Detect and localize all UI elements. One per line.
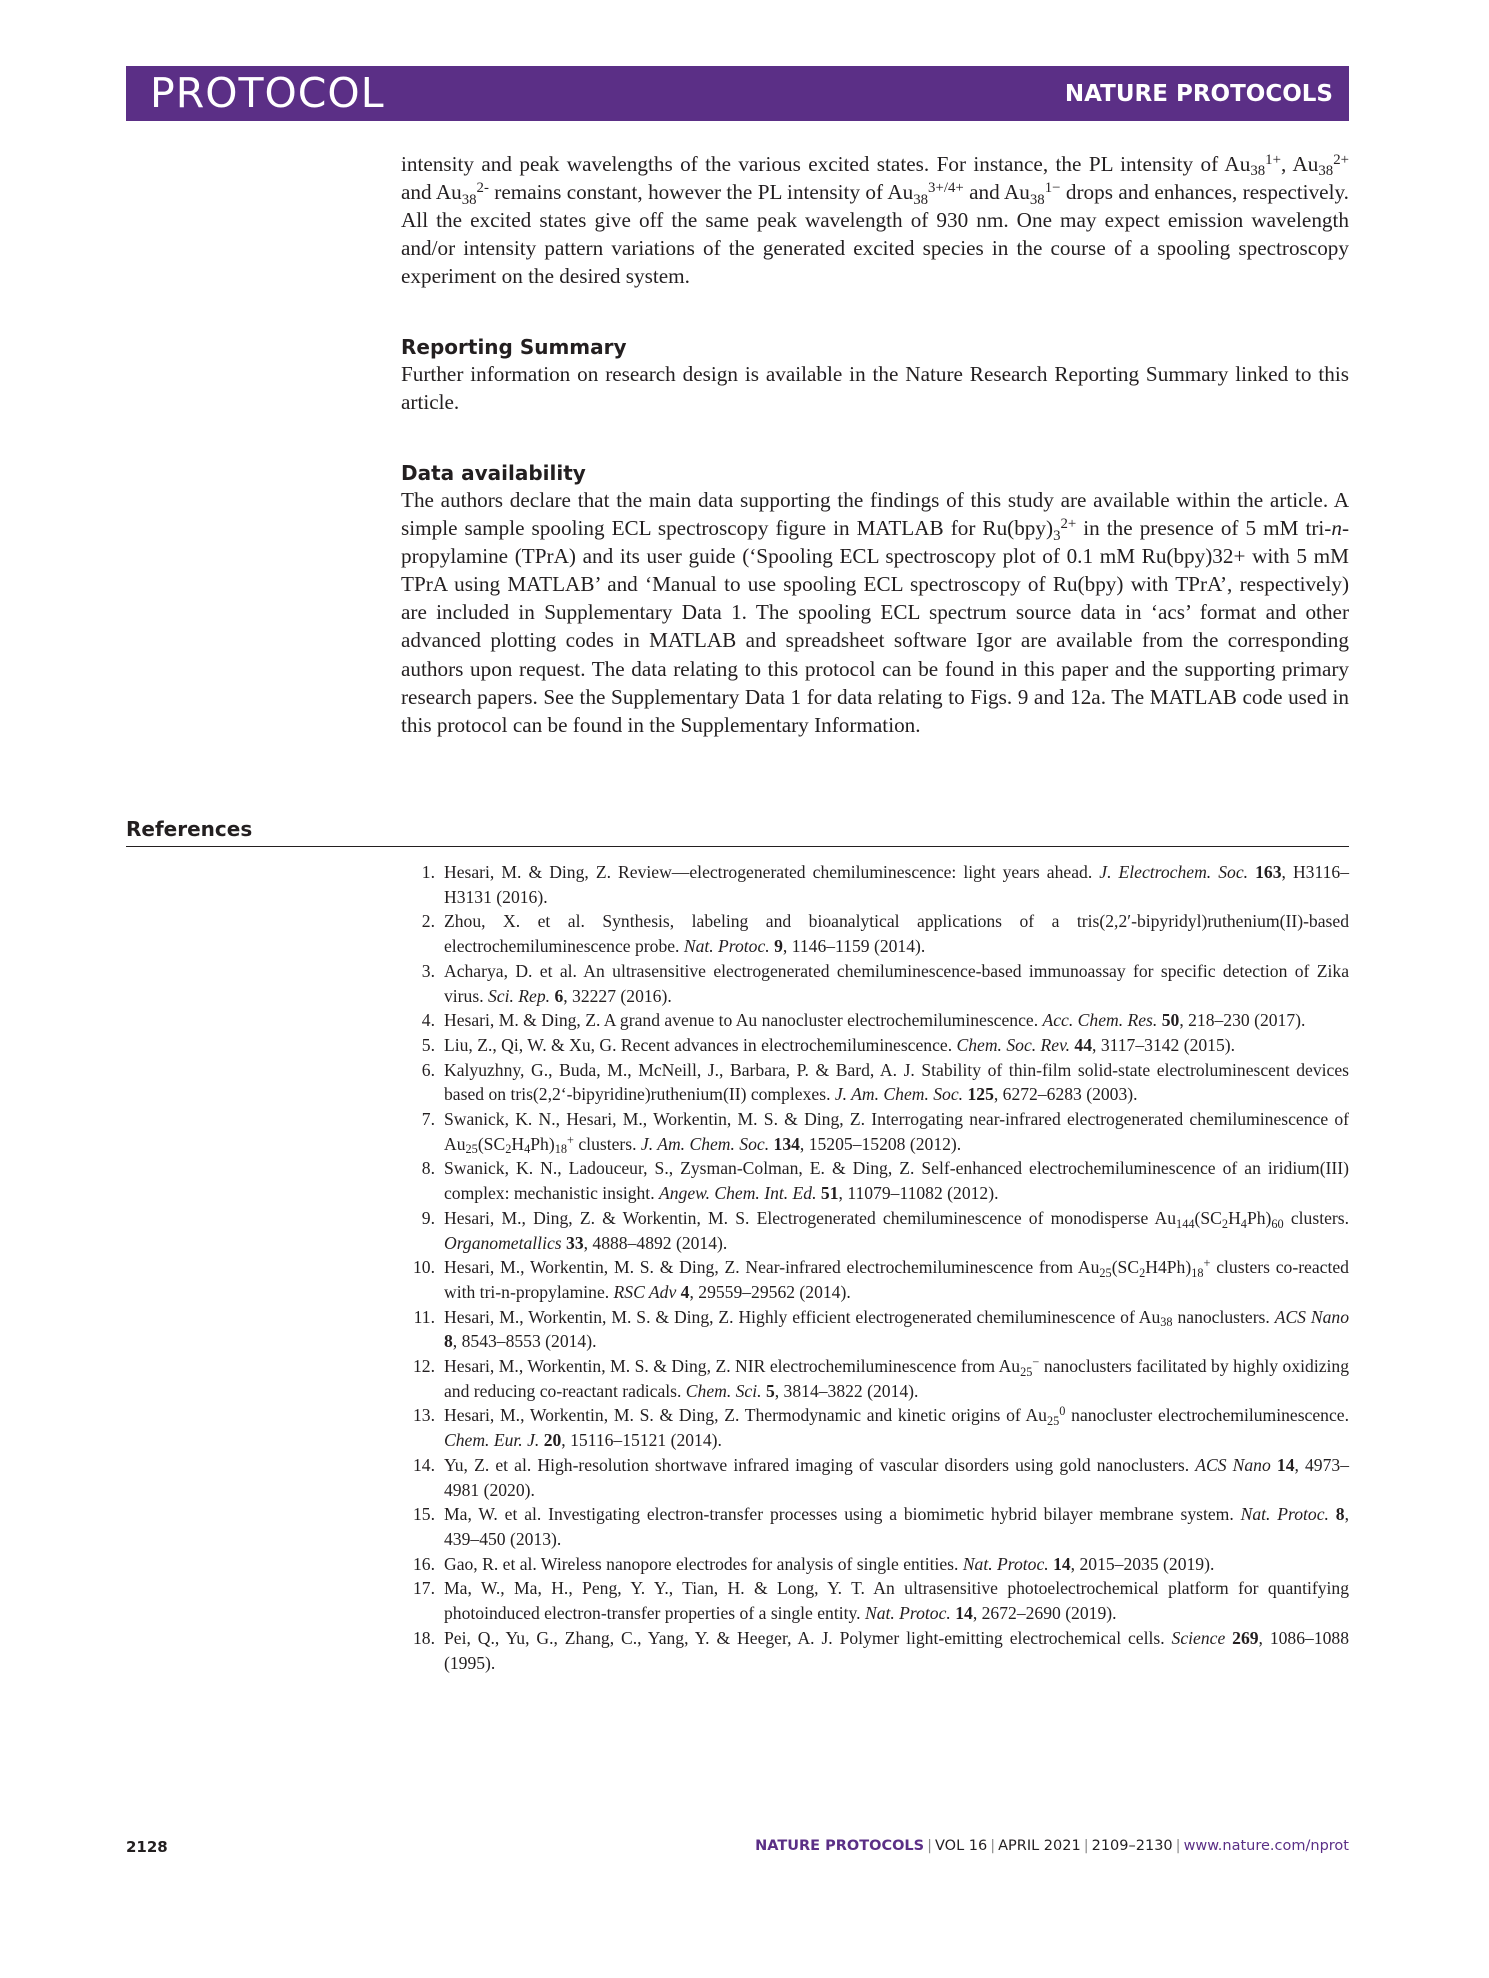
reference-number: 15.	[413, 1504, 435, 1525]
reference-number: 7.	[421, 1109, 435, 1130]
reference-item	[401, 1403, 1349, 1452]
reference-text: Swanick, K. N., Hesari, M., Workentin, M. S. & Ding, Z. Interrogating near-infrared electrogenerated chemiluminescence of $Au_{25}(SC_2H_4Ph)_{18}^+$ clusters. J. Am. Chem. Soc. 134, 15205–15208 (2012).	[444, 1109, 1349, 1157]
footer-journal: NATURE PROTOCOLS	[755, 1838, 925, 1854]
references-divider	[126, 846, 1349, 847]
reference-text: Hesari, M. & Ding, Z. A grand avenue to Au nanocluster electrochemiluminescence. Acc. Chem. Res. 50, 218–230 (2017).	[444, 1010, 1306, 1031]
reference-item	[401, 1502, 1349, 1551]
data-availability-section	[401, 460, 1349, 739]
reference-text: Hesari, M., Workentin, M. S. & Ding, Z. Near-infrared electrochemiluminescence from $Au_{25}(SC_2H4Ph)_{18}^+$ clusters co-reacted with tri-n-propylamine. RSC Adv 4, 29559–29562 (2014).	[444, 1256, 1349, 1302]
reference-number: 2.	[421, 911, 435, 932]
reference-number: 10.	[413, 1257, 435, 1278]
reference-item	[401, 1626, 1349, 1675]
data-availability-heading: Data availability	[401, 461, 586, 485]
reporting-summary-text: Further information on research design is available in the Nature Research Reporting Summary linked to this article.	[401, 362, 1349, 415]
reference-number: 1.	[421, 862, 435, 882]
reference-text: Gao, R. et al. Wireless nanopore electrodes for analysis of single entities. Nat. Protoc. 14, 2015–2035 (2019).	[444, 1553, 1215, 1574]
reference-item	[401, 909, 1349, 958]
footer-volume: VOL 16	[935, 1838, 988, 1854]
reference-item	[401, 1058, 1349, 1107]
section-label: PROTOCOL	[150, 69, 385, 117]
reference-number: 4.	[421, 1010, 435, 1031]
reference-text: Swanick, K. N., Ladouceur, S., Zysman-Colman, E. & Ding, Z. Self-enhanced electrochemiluminescence of an iridium(III) complex: mechanistic insight. Angew. Chem. Int. Ed. 51, 11079–11082 (2012).	[444, 1158, 1349, 1204]
journal-name: NATURE PROTOCOLS	[1064, 81, 1333, 107]
reference-number: 13.	[413, 1405, 435, 1426]
reference-text: Acharya, D. et al. An ultrasensitive electrogenerated chemiluminescence-based immunoassay for specific detection of Zika virus. Sci. Rep. 6, 32227 (2016).	[444, 960, 1349, 1006]
reference-number: 18.	[413, 1627, 435, 1648]
footer-url[interactable]: www.nature.com/nprot	[1183, 1838, 1349, 1854]
reference-number: 5.	[421, 1034, 435, 1055]
reference-item	[401, 1552, 1349, 1577]
reference-text: Ma, W., Ma, H., Peng, Y. Y., Tian, H. & Long, Y. T. An ultrasensitive photoelectrochemical platform for quantifying photoinduced electron-transfer properties of a single entity. Nat. Protoc. 14, 2672–2690 (2019).	[444, 1578, 1349, 1624]
reporting-summary-heading: Reporting Summary	[401, 335, 627, 359]
reference-number: 8.	[421, 1158, 435, 1179]
reference-text: Hesari, M. & Ding, Z. Review—electrogenerated chemiluminescence: light years ahead. J. Electrochem. Soc. 163, H3116–H3131 (2016).	[444, 862, 1349, 907]
reference-number: 9.	[421, 1207, 435, 1228]
reference-item	[401, 1576, 1349, 1625]
reference-number: 17.	[413, 1578, 435, 1599]
footer-date: APRIL 2021	[998, 1838, 1081, 1854]
intro-paragraph: intensity and peak wavelengths of the various excited states. For instance, the PL intensity of $Au_{38}^{1+}$, $Au_{38}^{2+}$ and $Au_{38}^{2-}$ remains constant, however the PL intensity of $Au_{38}^{3+/4+}$ and $Au_{38}^{1-}$ drops and enhances, respectively. All the excited states give off the same peak wavelength of 930 nm. One may expect emission wavelength and/or intensity pattern variations of the generated excited species in the course of a spooling spectroscopy experiment on the desired system.	[401, 151, 1349, 289]
reference-item	[401, 1107, 1349, 1156]
page-number: 2128	[126, 1838, 168, 1856]
reporting-summary-section	[401, 334, 1349, 416]
reference-text: Hesari, M., Workentin, M. S. & Ding, Z. Highly efficient electrogenerated chemiluminescence of $Au_{38}$ nanoclusters. ACS Nano 8, 8543–8553 (2014).	[444, 1306, 1350, 1352]
reference-number: 6.	[421, 1059, 435, 1080]
reference-item	[401, 860, 1349, 909]
reference-number: 3.	[421, 960, 435, 981]
reference-item	[401, 1453, 1349, 1502]
reference-item	[401, 959, 1349, 1008]
data-availability-text: The authors declare that the main data supporting the findings of this study are available within the article. A simple sample spooling ECL spectroscopy figure in MATLAB for $Ru(bpy)_3^{2+}$ in the presence of 5 mM tri-n-propylamine (TPrA) and its user guide (‘Spooling ECL spectroscopy plot of 0.1 mM Ru(bpy)32+ with 5 mM TPrA using MATLAB’ and ‘Manual to use spooling ECL spectroscopy of Ru(bpy) with TPrA’, respectively) are included in Supplementary Data 1. The spooling ECL spectrum source data in ‘acs’ format and other advanced plotting codes in MATLAB and spreadsheet software Igor are available from the corresponding authors upon request. The data relating to this protocol can be found in this paper and the supporting primary research papers. See the Supplementary Data 1 for data relating to Figs. 9 and 12a. The MATLAB code used in this protocol can be found in the Supplementary Information.	[401, 488, 1350, 737]
reference-item	[401, 1008, 1349, 1033]
reference-number: 16.	[413, 1553, 435, 1574]
reference-text: Pei, Q., Yu, G., Zhang, C., Yang, Y. & Heeger, A. J. Polymer light-emitting electrochemical cells. Science 269, 1086–1088 (1995).	[444, 1627, 1350, 1673]
reference-item	[401, 1033, 1349, 1058]
references-heading: References	[126, 817, 253, 841]
reference-text: Hesari, M., Workentin, M. S. & Ding, Z. NIR electrochemiluminescence from $Au_{25}^-$ nanoclusters facilitated by highly oxidizing and reducing co-reactant radicals. Chem. Sci. 5, 3814–3822 (2014).	[444, 1354, 1349, 1401]
reference-item	[401, 1255, 1349, 1304]
reference-item	[401, 1156, 1349, 1205]
reference-item	[401, 1206, 1349, 1255]
reference-number: 14.	[413, 1454, 435, 1475]
reference-text: Kalyuzhny, G., Buda, M., McNeill, J., Barbara, P. & Bard, A. J. Stability of thin-film solid-state electroluminescent devices based on tris(2,2‘-bipyridine)ruthenium(II) complexes. J. Am. Chem. Soc. 125, 6272–6283 (2003).	[444, 1059, 1349, 1105]
reference-number: 12.	[413, 1356, 435, 1377]
reference-text: Zhou, X. et al. Synthesis, labeling and bioanalytical applications of a tris(2,2′-bipyridyl)ruthenium(II)-based electrochemiluminescence probe. Nat. Protoc. 9, 1146–1159 (2014).	[444, 911, 1349, 957]
reference-text: Hesari, M., Workentin, M. S. & Ding, Z. Thermodynamic and kinetic origins of $Au_{25}^0$ nanocluster electrochemiluminescence. Chem. Eur. J. 20, 15116–15121 (2014).	[444, 1404, 1349, 1451]
reference-text: Hesari, M., Ding, Z. & Workentin, M. S. Electrogenerated chemiluminescence of monodisperse $Au_{144}(SC_2H_4Ph)_{60}$ clusters. Organometallics 33, 4888–4892 (2014).	[444, 1207, 1350, 1253]
reference-item	[401, 1354, 1349, 1403]
reference-item	[401, 1305, 1349, 1354]
intro-paragraph-block	[401, 150, 1349, 290]
header-banner	[126, 66, 1349, 121]
reference-text: Yu, Z. et al. High-resolution shortwave infrared imaging of vascular disorders using gold nanoclusters. ACS Nano 14, 4973–4981 (2020).	[444, 1454, 1349, 1500]
reference-number: 11.	[413, 1306, 435, 1327]
references-list	[401, 860, 1349, 1675]
reference-text: Ma, W. et al. Investigating electron-transfer processes using a biomimetic hybrid bilayer membrane system. Nat. Protoc. 8, 439–450 (2013).	[444, 1504, 1349, 1549]
footer-pages: 2109–2130	[1091, 1838, 1173, 1854]
footer-citation: NATURE PROTOCOLS | VOL 16 | APRIL 2021 | 2109–2130 | www.nature.com/nprot	[755, 1838, 1349, 1854]
reference-text: Liu, Z., Qi, W. & Xu, G. Recent advances in electrochemiluminescence. Chem. Soc. Rev. 44, 3117–3142 (2015).	[444, 1034, 1236, 1055]
